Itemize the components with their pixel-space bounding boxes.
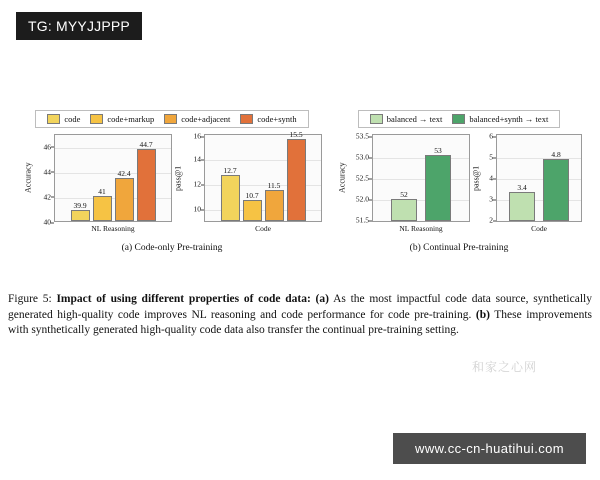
ytick: 5 — [489, 152, 493, 162]
chart-a-left-nl-reasoning — [22, 134, 172, 233]
bar-value: 52 — [400, 190, 408, 199]
bar-code — [221, 165, 240, 222]
chart-b-right-bars — [497, 135, 581, 221]
legend-swatch-code-markup — [90, 114, 103, 124]
ytick: 52.5 — [355, 173, 369, 183]
figure-number: Figure 5: — [8, 293, 52, 305]
bar-value: 10.7 — [245, 190, 259, 200]
chart-a-right-bars — [205, 130, 321, 221]
panel-b-continual-pretraining — [336, 110, 582, 253]
chart-a-right-yticks — [184, 131, 204, 222]
ytick: 46 — [43, 142, 51, 152]
panel-a-code-only-pretraining — [22, 110, 322, 253]
bar-value: 11.5 — [267, 180, 281, 190]
bar-group — [373, 135, 469, 221]
chart-a-left-bars — [55, 135, 171, 221]
panel-b-axes-row — [336, 131, 582, 233]
ytick: 12 — [193, 179, 201, 189]
figure-panels — [22, 110, 582, 253]
ytick: 44 — [43, 167, 51, 177]
chart-a-right-plot — [204, 130, 322, 222]
bar-group — [55, 135, 171, 221]
figure-body-b: These improvements with synthetically generated high-quality code data also transfer the continual pre-training setting. — [8, 308, 593, 337]
bar-value: 15.5 — [289, 130, 303, 140]
bar-balanced-synth-text — [543, 150, 569, 221]
ytick: 10 — [193, 204, 201, 214]
legend-swatch-code — [47, 114, 60, 124]
chart-a-left-plot — [54, 134, 172, 222]
bar-value: 3.4 — [517, 182, 527, 192]
figure-title: Impact of using different properties of code data: — [56, 293, 311, 305]
ytick: 42 — [43, 192, 51, 202]
bar-value: 53 — [434, 146, 442, 155]
legend-swatch-code-adjacent — [164, 114, 177, 124]
legend-label-balanced-synth-text: balanced+synth → text — [469, 114, 549, 124]
bar-code-synth — [137, 140, 156, 221]
chart-b-left-xlabels — [372, 224, 470, 233]
bar-code-adjacent — [265, 180, 284, 221]
legend-item-code — [47, 114, 80, 124]
legend-item-code-synth — [240, 114, 296, 124]
chart-b-right-ylabel: pass@1 — [471, 165, 481, 191]
xtick-label: Code — [255, 224, 271, 233]
legend-swatch-balanced-synth-text — [452, 114, 465, 124]
ytick: 14 — [193, 154, 201, 164]
chart-a-right-ylabel: pass@1 — [173, 165, 183, 191]
legend-panel-b — [358, 110, 561, 128]
bar-value: 12.7 — [223, 165, 237, 175]
subcaption-a: (a) Code-only Pre-training — [121, 243, 223, 253]
bar-code-markup — [243, 190, 262, 221]
bar-code-markup — [93, 186, 112, 221]
chart-a-left-xlabels — [54, 224, 172, 233]
chart-b-left-ylabel: Accuracy — [337, 162, 347, 194]
figure-body-b-tag: (b) — [475, 308, 490, 321]
ytick: 3 — [489, 194, 493, 204]
ytick: 53.0 — [355, 152, 369, 162]
bar-balanced-text — [509, 182, 535, 221]
figure-body-a: As the most impactful code data source, synthetically generated high-quality code improves NL reasoning and code performance for code pre-training. — [8, 293, 592, 321]
bar-value: 42.4 — [117, 169, 131, 179]
chart-a-right-xlabels — [204, 224, 322, 233]
bar-code — [71, 200, 90, 221]
bar-group — [497, 135, 581, 221]
legend-label-code-synth: code+synth — [257, 114, 297, 124]
bar-balanced-synth-text — [425, 146, 451, 221]
telegram-tag-badge: TG: MYYJJPPP — [16, 12, 142, 40]
bar-code-synth — [287, 130, 306, 221]
bar-group — [205, 130, 321, 221]
bar-balanced-text — [391, 190, 417, 221]
ytick: 53.5 — [355, 131, 369, 141]
figure-body-a-tag: (a) — [315, 293, 329, 305]
bar-code-adjacent — [115, 169, 134, 221]
ytick: 4 — [489, 173, 493, 183]
legend-label-code: code — [64, 114, 81, 124]
ytick: 51.5 — [355, 215, 369, 225]
bar-value: 44.7 — [139, 140, 153, 150]
chart-b-left-bars — [373, 135, 469, 221]
ytick: 16 — [193, 131, 201, 141]
subcaption-b: (b) Continual Pre-training — [409, 243, 509, 253]
bar-value: 41 — [98, 186, 106, 196]
chart-b-left-nl-reasoning — [336, 131, 470, 233]
figure-caption — [8, 292, 592, 339]
xtick-label: NL Reasoning — [91, 224, 135, 233]
chart-b-right-plot — [496, 134, 582, 222]
legend-label-code-adjacent: code+adjacent — [181, 114, 231, 124]
chart-a-left-ylabel: Accuracy — [23, 162, 33, 194]
ytick: 2 — [489, 215, 493, 225]
chart-a-left-yticks — [34, 134, 54, 227]
site-watermark-bar: www.cc-cn-huatihui.com — [393, 433, 586, 464]
figure-5 — [22, 110, 582, 253]
ytick: 52.0 — [355, 194, 369, 204]
chart-a-right-code — [172, 130, 322, 233]
legend-label-code-markup: code+markup — [107, 114, 155, 124]
legend-swatch-balanced-text — [370, 114, 383, 124]
panel-a-axes-row — [22, 130, 322, 233]
legend-swatch-code-synth — [240, 114, 253, 124]
legend-item-balanced-text — [370, 114, 443, 124]
legend-item-balanced-synth-text — [452, 114, 548, 124]
chart-b-right-xlabels — [496, 224, 582, 233]
legend-item-code-markup — [90, 114, 154, 124]
ytick: 6 — [489, 131, 493, 141]
chart-b-left-plot — [372, 134, 470, 222]
chart-b-left-yticks — [348, 131, 372, 225]
chart-b-right-code — [470, 131, 582, 233]
chart-b-right-yticks — [482, 131, 496, 225]
bar-value: 39.9 — [73, 200, 87, 210]
faint-watermark: 和家之心网 — [472, 360, 538, 374]
bar-value: 4.8 — [551, 150, 561, 160]
xtick-label: NL Reasoning — [399, 224, 443, 233]
legend-label-balanced-text: balanced → text — [386, 114, 443, 124]
ytick: 40 — [43, 217, 51, 227]
xtick-label: Code — [531, 224, 547, 233]
legend-panel-a — [35, 110, 308, 128]
legend-item-code-adjacent — [164, 114, 230, 124]
